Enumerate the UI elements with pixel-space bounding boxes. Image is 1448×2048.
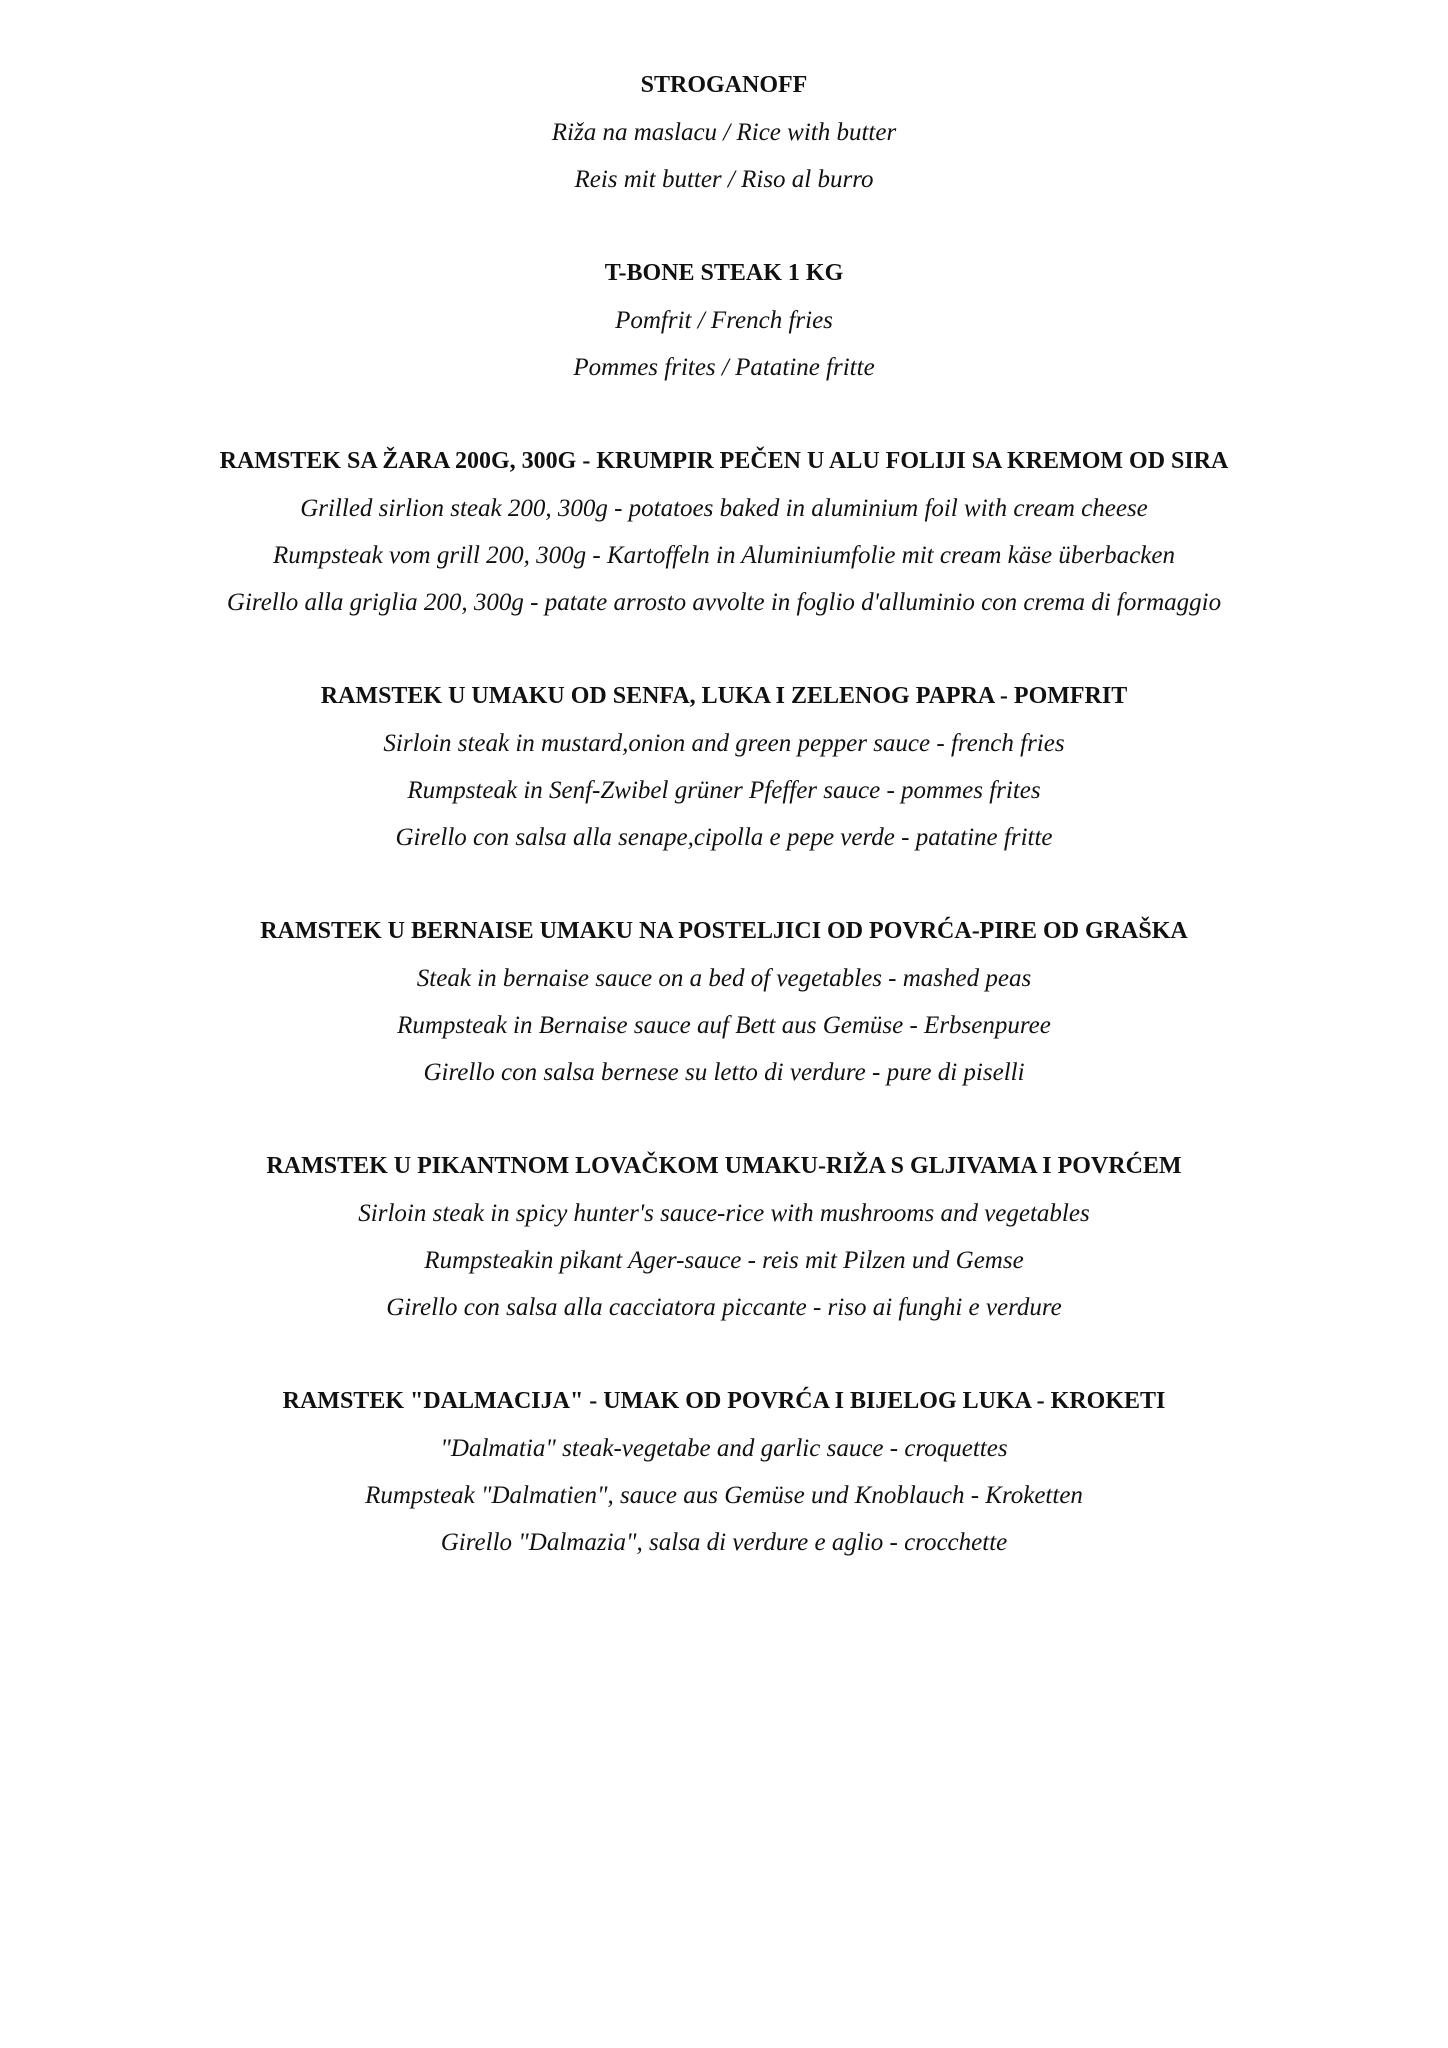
dish-title: RAMSTEK SA ŽARA 200G, 300G - KRUMPIR PEČEN U ALU FOLIJI SA KREMOM OD SIRA (219, 448, 1229, 474)
menu-item-ramstek-sa-zara (0, 438, 1448, 626)
dish-description: Pommes frites / Patatine fritte (573, 354, 875, 381)
dish-description: Girello con salsa bernese su letto di verdure - pure di piselli (423, 1059, 1025, 1086)
dish-description: Rumpsteak vom grill 200, 300g - Kartoffeln in Aluminiumfolie mit cream käse überbacken (273, 542, 1175, 569)
menu-item-stroganoff (0, 62, 1448, 203)
dish-description: Sirloin steak in spicy hunter's sauce-rice with mushrooms and vegetables (358, 1200, 1090, 1227)
dish-description: Steak in bernaise sauce on a bed of vegetables - mashed peas (416, 965, 1032, 992)
dish-description: Rumpsteak in Senf-Zwibel grüner Pfeffer sauce - pommes frites (407, 777, 1041, 804)
dish-description: Girello con salsa alla senape,cipolla e pepe verde - patatine fritte (395, 824, 1053, 851)
menu-page (0, 62, 1448, 1613)
dish-title: RAMSTEK U BERNAISE UMAKU NA POSTELJICI OD POVRĆA-PIRE OD GRAŠKA (260, 918, 1188, 944)
dish-title: RAMSTEK U PIKANTNOM LOVAČKOM UMAKU-RIŽA S GLJIVAMA I POVRĆEM (266, 1153, 1182, 1179)
menu-item-t-bone-steak (0, 250, 1448, 391)
menu-item-ramstek-lovacki (0, 1143, 1448, 1331)
dish-title: T-BONE STEAK 1 KG (604, 260, 844, 286)
dish-description: Pomfrit / French fries (615, 307, 833, 334)
menu-item-ramstek-dalmacija (0, 1378, 1448, 1566)
dish-description: "Dalmatia" steak-vegetabe and garlic sauce - croquettes (440, 1435, 1008, 1462)
dish-title: RAMSTEK "DALMACIJA" - UMAK OD POVRĆA I BIJELOG LUKA - KROKETI (282, 1388, 1166, 1414)
dish-title: RAMSTEK U UMAKU OD SENFA, LUKA I ZELENOG PAPRA - POMFRIT (320, 683, 1128, 709)
dish-description: Girello con salsa alla cacciatora piccante - riso ai funghi e verdure (386, 1294, 1062, 1321)
dish-description: Grilled sirlion steak 200, 300g - potatoes baked in aluminium foil with cream cheese (300, 495, 1148, 522)
dish-description: Girello alla griglia 200, 300g - patate arrosto avvolte in foglio d'alluminio con crema di formaggio (226, 589, 1222, 616)
dish-description: Girello "Dalmazia", salsa di verdure e aglio - crocchette (440, 1529, 1008, 1556)
menu-item-ramstek-senf (0, 673, 1448, 861)
dish-description: Riža na maslacu / Rice with butter (551, 119, 897, 146)
dish-description: Reis mit butter / Riso al burro (574, 166, 874, 193)
dish-title: STROGANOFF (640, 72, 808, 98)
menu-item-ramstek-bernaise (0, 908, 1448, 1096)
dish-description: Rumpsteak in Bernaise sauce auf Bett aus Gemüse - Erbsenpuree (397, 1012, 1051, 1039)
dish-description: Rumpsteak "Dalmatien", sauce aus Gemüse und Knoblauch - Kroketten (365, 1482, 1083, 1509)
dish-description: Sirloin steak in mustard,onion and green pepper sauce - french fries (383, 730, 1065, 757)
dish-description: Rumpsteakin pikant Ager-sauce - reis mit Pilzen und Gemse (424, 1247, 1024, 1274)
